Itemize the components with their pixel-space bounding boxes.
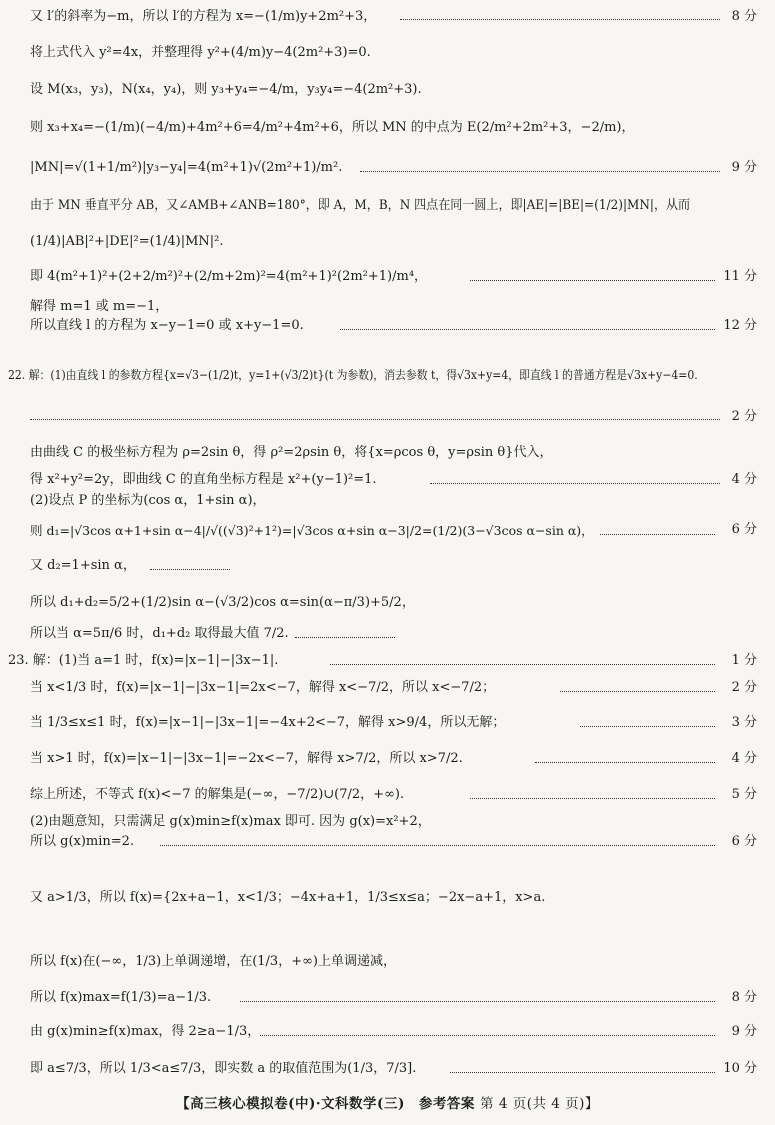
score-label: 9 分 <box>731 160 757 175</box>
solution-line: 由于 MN 垂直平分 AB，又∠AMB+∠ANB=180°，即 A，M，B，N 四点在同一圆上，即|AE|=|BE|=(1/2)|MN|，从而 <box>30 198 691 213</box>
solution-line: 又 a>1/3，所以 f(x)={2x+a−1，x<1/3；−4x+a+1，1/3≤x≤a；−2x−a+1，x>a. <box>30 890 546 905</box>
leader-dots <box>470 798 715 799</box>
solution-line: 综上所述，不等式 f(x)<−7 的解集是(−∞，−7/2)∪(7/2，+∞). <box>30 787 405 802</box>
solution-line: 所以当 α=5π/6 时，d₁+d₂ 取得最大值 7/2. <box>30 626 289 641</box>
leader-dots <box>30 419 720 420</box>
leader-dots <box>330 664 715 665</box>
leader-dots <box>535 762 715 763</box>
leader-dots <box>580 726 715 727</box>
solution-line: 所以 f(x)在(−∞，1/3)上单调递增，在(1/3，+∞)上单调递减， <box>30 954 396 969</box>
solution-line: |MN|=√(1+1/m²)|y₃−y₄|=4(m²+1)√(2m²+1)/m². <box>30 160 343 175</box>
footer-title: 【高三核心模拟卷(中)·文科数学(三) 参考答案 <box>176 1096 475 1112</box>
score-label: 12 分 <box>723 318 757 333</box>
solution-line: 当 1/3≤x≤1 时，f(x)=|x−1|−|3x−1|=−4x+2<−7，解得 x>9/4，所以无解； <box>30 715 506 730</box>
problem-22-line: 22. 解：(1)由直线 l 的参数方程{x=√3−(1/2)t，y=1+(√3/2)t}(t 为参数)，消去参数 t，得√3x+y=4，即直线 l 的普通方程是√3x+y−4=0. <box>8 367 698 382</box>
solution-line: 由曲线 C 的极坐标方程为 ρ=2sin θ，得 ρ²=2ρsin θ，将{x=ρcos θ，y=ρsin θ}代入， <box>30 445 553 460</box>
leader-dots <box>260 1035 715 1036</box>
leader-dots <box>340 329 715 330</box>
solution-line: 即 a≤7/3，所以 1/3<a≤7/3，即实数 a 的取值范围为(1/3，7/3]. <box>30 1061 417 1076</box>
solution-line: 所以 g(x)min=2. <box>30 834 135 849</box>
solution-line: 又 d₂=1+sin α， <box>30 558 136 573</box>
leader-dots <box>560 691 715 692</box>
solution-line: 当 x>1 时，f(x)=|x−1|−|3x−1|=−2x<−7，解得 x>7/2，所以 x>7/2. <box>30 751 463 766</box>
leader-dots <box>470 280 715 281</box>
leader-dots <box>150 569 230 570</box>
score-label: 6 分 <box>731 834 757 849</box>
leader-dots <box>240 1001 715 1002</box>
solution-line: (2)由题意知，只需满足 g(x)min≥f(x)max 即可. 因为 g(x)=x²+2， <box>30 814 431 829</box>
solution-line: 所以直线 l 的方程为 x−y−1=0 或 x+y−1=0. <box>30 318 304 333</box>
solution-line: 设 M(x₃，y₃)，N(x₄，y₄)，则 y₃+y₄=−4/m，y₃y₄=−4(2m²+3). <box>30 82 422 97</box>
score-label: 2 分 <box>731 680 757 695</box>
score-label: 9 分 <box>731 1024 757 1039</box>
solution-line: (2)设点 P 的坐标为(cos α，1+sin α)， <box>30 493 266 508</box>
leader-dots <box>295 637 395 638</box>
score-label: 4 分 <box>731 472 757 487</box>
score-label: 2 分 <box>731 409 757 424</box>
leader-dots <box>360 171 720 172</box>
leader-dots <box>160 845 715 846</box>
solution-line: 解得 m=1 或 m=−1， <box>30 299 169 314</box>
solution-line: 又 l′的斜率为−m，所以 l′的方程为 x=−(1/m)y+2m²+3， <box>30 9 377 24</box>
score-label: 1 分 <box>731 653 757 668</box>
solution-line: 所以 f(x)max=f(1/3)=a−1/3. <box>30 990 212 1005</box>
solution-line: 将上式代入 y²=4x，并整理得 y²+(4/m)y−4(2m²+3)=0. <box>30 45 371 60</box>
leader-dots <box>430 483 720 484</box>
leader-dots <box>450 1072 715 1073</box>
score-label: 4 分 <box>731 751 757 766</box>
score-label: 3 分 <box>731 715 757 730</box>
score-label: 11 分 <box>723 269 757 284</box>
solution-line: 则 d₁=|√3cos α+1+sin α−4|/√((√3)²+1²)=|√3cos α+sin α−3|/2=(1/2)(3−√3cos α−sin α)， <box>30 522 594 538</box>
solution-line: 则 x₃+x₄=−(1/m)(−4/m)+4m²+6=4/m²+4m²+6，所以 MN 的中点为 E(2/m²+2m²+3，−2/m)， <box>30 120 635 135</box>
leader-dots <box>400 19 720 20</box>
score-label: 6 分 <box>731 522 757 537</box>
solution-line: 所以 d₁+d₂=5/2+(1/2)sin α−(√3/2)cos α=sin(α−π/3)+5/2， <box>30 595 415 610</box>
solution-line: 即 4(m²+1)²+(2+2/m²)²+(2/m+2m)²=4(m²+1)²(2m²+1)/m⁴， <box>30 269 428 284</box>
score-label: 10 分 <box>723 1061 757 1076</box>
score-label: 8 分 <box>731 9 757 24</box>
footer-page-number: 第 4 页(共 4 页)】 <box>480 1096 599 1112</box>
page-footer <box>0 1092 775 1112</box>
solution-line: 得 x²+y²=2y，即曲线 C 的直角坐标方程是 x²+(y−1)²=1. <box>30 472 377 487</box>
score-label: 8 分 <box>731 990 757 1005</box>
leader-dots <box>600 534 715 535</box>
solution-line: 由 g(x)min≥f(x)max，得 2≥a−1/3， <box>30 1024 261 1039</box>
solution-line: 当 x<1/3 时，f(x)=|x−1|−|3x−1|=2x<−7，解得 x<−7/2，所以 x<−7/2； <box>30 680 496 695</box>
solution-line: (1/4)|AB|²+|DE|²=(1/4)|MN|². <box>30 234 224 249</box>
score-label: 5 分 <box>731 787 757 802</box>
problem-23-line: 23. 解：(1)当 a=1 时，f(x)=|x−1|−|3x−1|. <box>8 653 279 668</box>
